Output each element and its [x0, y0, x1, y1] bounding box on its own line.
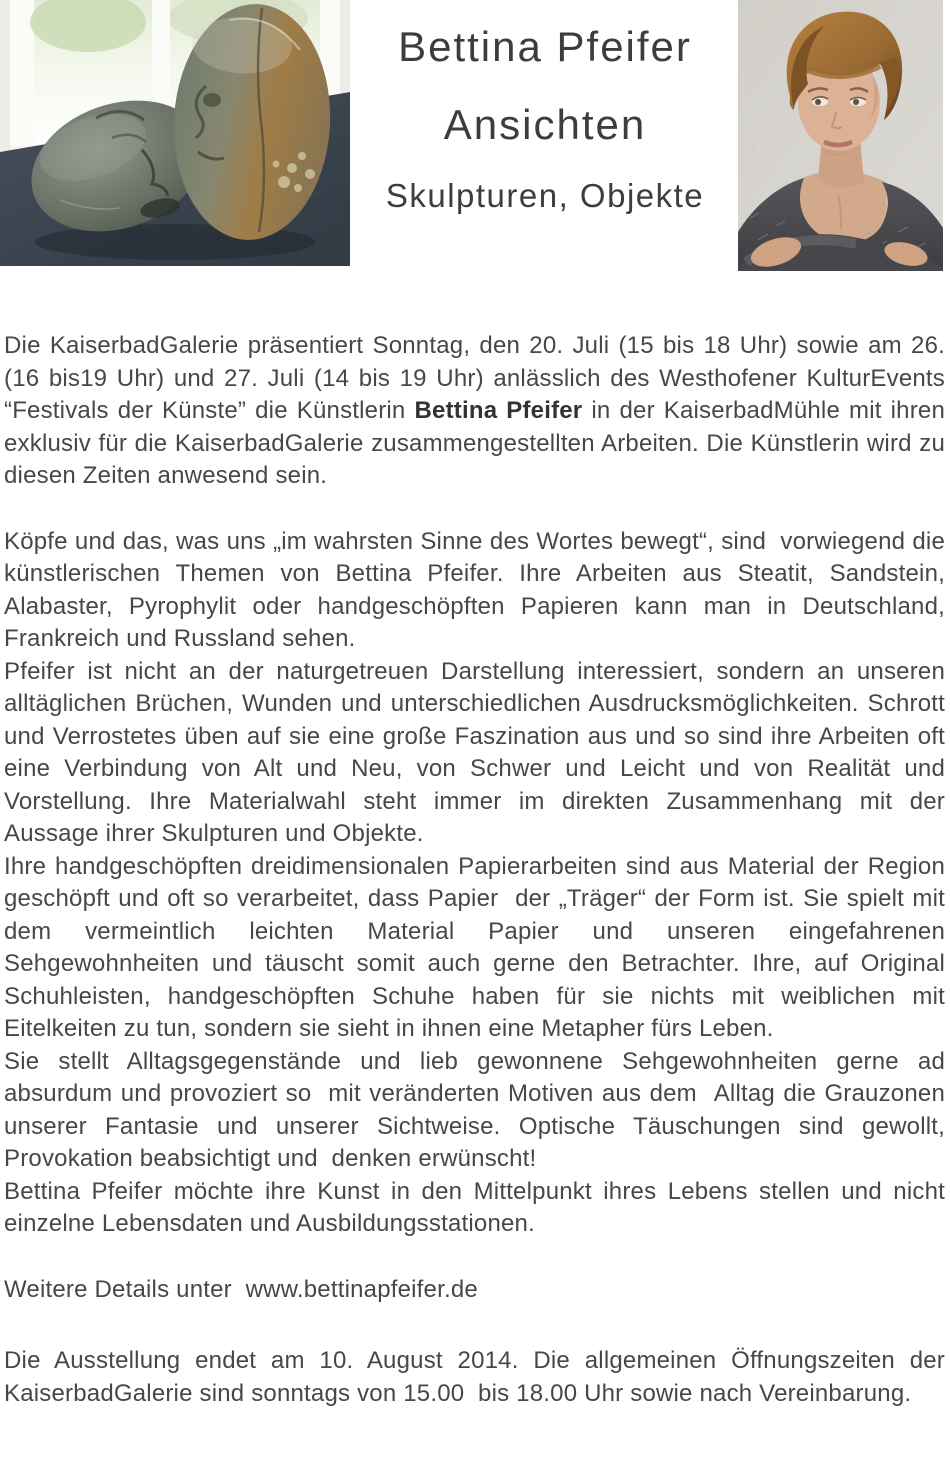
- artist-portrait-photo: [738, 0, 943, 271]
- artist-name-title: Bettina Pfeifer: [398, 23, 692, 70]
- provocation-paragraph: Sie stellt Alltagsgegenstände und lieb gewonnene Sehgewohnheiten gerne ad absurdum und provoziert so mit veränderten Motiven aus dem Alltag die Grauzonen unserer Fantasie und unserer Sichtweise. Optische Täuschungen sind gewollt, Provokation beabsichtigt und denken erwünscht!: [4, 1047, 945, 1172]
- focus-paragraph: Bettina Pfeifer möchte ihre Kunst in den Mittelpunkt ihres Lebens stellen und nicht einzelne Lebensdaten und Ausbildungsstationen.: [4, 1177, 945, 1237]
- materials-paragraph: Pfeifer ist nicht an der naturgetreuen Darstellung interessiert, sondern an unseren alltäglichen Brüchen, Wunden und unterschiedlichen Ausdrucksmöglichkeiten. Schrott und Verrostetes üben auf sie eine große Faszination aus und so sind ihre Arbeiten oft eine Verbindung von Alt und Neu, von Schwer und Leicht und von Realität und Vorstellung. Ihre Materialwahl steht immer im direkten Zusammenhang mit der Aussage ihrer Skulpturen und Objekte.: [4, 657, 945, 847]
- intro-text-pre: Die KaiserbadGalerie präsentiert Sonntag, den 20. Juli (15 bis 18 Uhr) sowie am 26.(16 bis19 Uhr) und 27. Juli (14 bis 19 Uhr) anlässlich des Westhofener KulturEvents “Festivals der Künste” die Künstlerin: [4, 332, 945, 424]
- exhibition-title: Ansichten: [443, 101, 647, 148]
- sculptures-illustration: [0, 0, 350, 266]
- sculptures-photo: [0, 0, 350, 266]
- details-line: [4, 1274, 945, 1307]
- closing-paragraph: Die Ausstellung endet am 10. August 2014. Die allgemeinen Öffnungszeiten der KaiserbadGalerie sind sonntags von 15.00 bis 18.00 Uhr sowie nach Vereinbarung.: [4, 1347, 945, 1407]
- artist-portrait-illustration: [738, 0, 943, 271]
- details-prefix: Weitere Details unter: [4, 1275, 246, 1303]
- title-block: [350, 22, 740, 216]
- themes-paragraph: Köpfe und das, was uns „im wahrsten Sinne des Wortes bewegt“, sind vorwiegend die künstlerischen Themen von Bettina Pfeifer. Ihre Arbeiten aus Steatit, Sandstein, Alabaster, Pyrophylit oder handgeschöpften Papieren kann man in Deutschland, Frankreich und Russland sehen.: [4, 527, 945, 652]
- intro-paragraph: [4, 330, 945, 493]
- website-url: www.bettinapfeifer.de: [245, 1275, 478, 1303]
- article-body: [4, 330, 945, 1410]
- paper-works-paragraph: Ihre handgeschöpften dreidimensionalen Papierarbeiten sind aus Material der Region geschöpft und oft so verarbeitet, dass Papier der „Träger“ der Form ist. Sie spielt mit dem vermeintlich leichten Material Papier und unseren eingefahrenen Sehgewohnheiten und täuscht somit auch gerne den Betrachter. Ihre, auf Original Schuhleisten, handgeschöpften Schuhe haben für sie nichts mit weiblichen mit Eitelkeiten zu tun, sondern sie sieht in ihnen eine Metapher fürs Leben.: [4, 852, 945, 1042]
- intro-text-post: in der KaiserbadMühle mit ihren exklusiv für die KaiserbadGalerie zusammengestellten Arbeiten. Die Künstlerin wird zu diesen Zeiten anwesend sein.: [4, 397, 945, 489]
- artist-name-bold: Bettina Pfeifer: [414, 397, 583, 424]
- exhibition-subtitle: Skulpturen, Objekte: [385, 177, 705, 214]
